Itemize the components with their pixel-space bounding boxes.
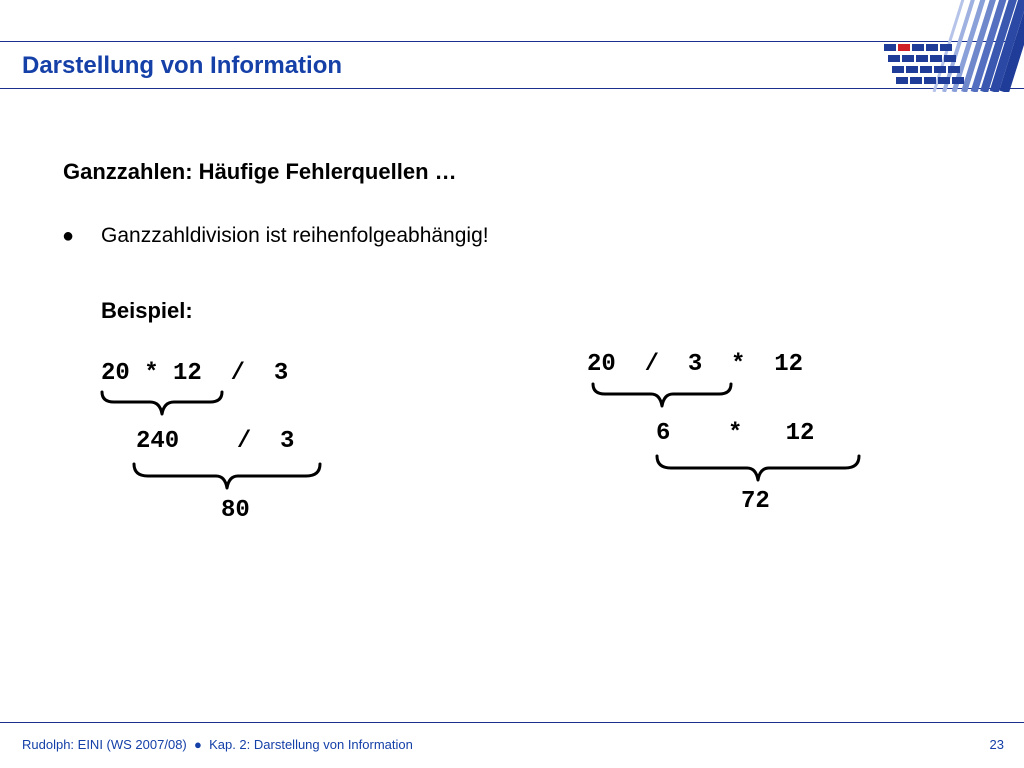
- footer-separator-icon: ●: [193, 737, 202, 752]
- left-brace-lower-icon: [132, 462, 322, 492]
- section-heading: Ganzzahlen: Häufige Fehlerquellen …: [63, 159, 457, 184]
- right-expression: 20 / 3 * 12: [587, 351, 804, 378]
- bullet-point-icon: ●: [62, 225, 75, 247]
- header-rule-top: [0, 41, 1024, 42]
- left-brace-upper-icon: [100, 390, 224, 418]
- right-intermediate: 6 * 12: [656, 420, 815, 447]
- footer-chapter: Kap. 2: Darstellung von Information: [209, 737, 413, 752]
- left-intermediate: 240 / 3: [136, 428, 295, 455]
- left-result: 80: [221, 497, 250, 524]
- footer-rule: [0, 722, 1024, 723]
- footer-source: Rudolph: EINI (WS 2007/08): [22, 737, 187, 752]
- footer-text: [22, 737, 413, 752]
- university-logo-icon: [878, 0, 1024, 92]
- example-label: Beispiel:: [101, 298, 193, 323]
- page-number: 23: [989, 737, 1004, 752]
- right-brace-upper-icon: [591, 382, 733, 410]
- right-brace-lower-icon: [655, 454, 861, 484]
- bullet-text: Ganzzahldivision ist reihenfolgeabhängig!: [101, 224, 489, 247]
- header-rule-bottom: [0, 88, 1024, 89]
- right-result: 72: [741, 488, 770, 515]
- left-expression: 20 * 12 / 3: [101, 360, 289, 387]
- slide-title: Darstellung von Information: [22, 52, 343, 79]
